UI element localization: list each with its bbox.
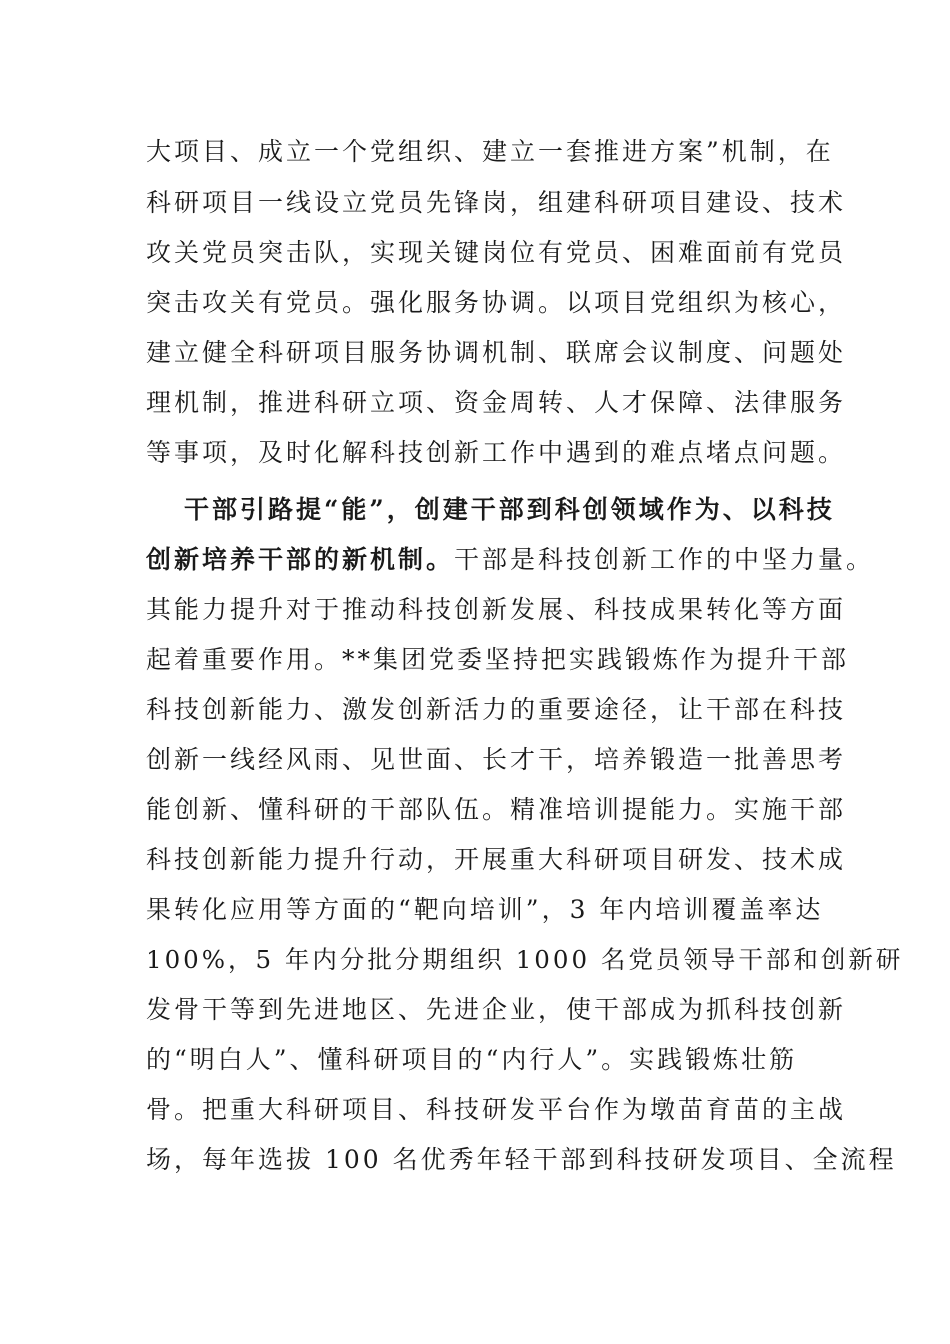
paragraph-line: 建立健全科研项目服务协调机制、联席会议制度、问题处 — [146, 338, 847, 367]
paragraph-line: 100%，5 年内分批分期组织 1000 名党员领导干部和创新研 — [146, 945, 904, 974]
paragraph-line: 攻关党员突击队，实现关键岗位有党员、困难面前有党员 — [146, 238, 847, 267]
paragraph-line: 科研项目一线设立党员先锋岗，组建科研项目建设、技术 — [146, 188, 847, 217]
paragraph-line — [146, 540, 875, 580]
paragraph-line: 果转化应用等方面的“靶向培训”，3 年内培训覆盖率达 — [146, 895, 824, 924]
paragraph-line: 科技创新能力、激发创新活力的重要途径，让干部在科技 — [146, 695, 847, 724]
paragraph-line: 发骨干等到先进地区、先进企业，使干部成为抓科技创新 — [146, 995, 847, 1024]
paragraph-line: 骨。把重大科研项目、科技研发平台作为墩苗育苗的主战 — [146, 1095, 847, 1124]
paragraph-line: 大项目、成立一个党组织、建立一套推进方案”机制，在 — [146, 137, 834, 166]
section-heading-line: 干部引路提“能”，创建干部到科创领域作为、以科技 — [184, 495, 835, 524]
paragraph-line: 起着重要作用。**集团党委坚持把实践锻炼作为提升干部 — [146, 645, 850, 674]
paragraph-line: 突击攻关有党员。强化服务协调。以项目党组织为核心， — [146, 288, 847, 317]
paragraph-line: 场，每年选拔 100 名优秀年轻干部到科技研发项目、全流程 — [146, 1145, 897, 1174]
paragraph-line: 的“明白人”、懂科研项目的“内行人”。实践锻炼壮筋 — [146, 1045, 798, 1074]
paragraph-line: 理机制，推进科研立项、资金周转、人才保障、法律服务 — [146, 388, 847, 417]
paragraph-line: 科技创新能力提升行动，开展重大科研项目研发、技术成 — [146, 845, 847, 874]
section-heading-continuation: 创新培养干部的新机制。 — [146, 545, 455, 574]
paragraph-line: 创新一线经风雨、见世面、长才干，培养锻造一批善思考 — [146, 745, 847, 774]
paragraph-line: 等事项，及时化解科技创新工作中遇到的难点堵点问题。 — [146, 438, 847, 467]
paragraph-text: 干部是科技创新工作的中坚力量。 — [454, 545, 875, 574]
paragraph-line: 能创新、懂科研的干部队伍。精准培训提能力。实施干部 — [146, 795, 847, 824]
paragraph-line: 其能力提升对于推动科技创新发展、科技成果转化等方面 — [146, 595, 847, 624]
